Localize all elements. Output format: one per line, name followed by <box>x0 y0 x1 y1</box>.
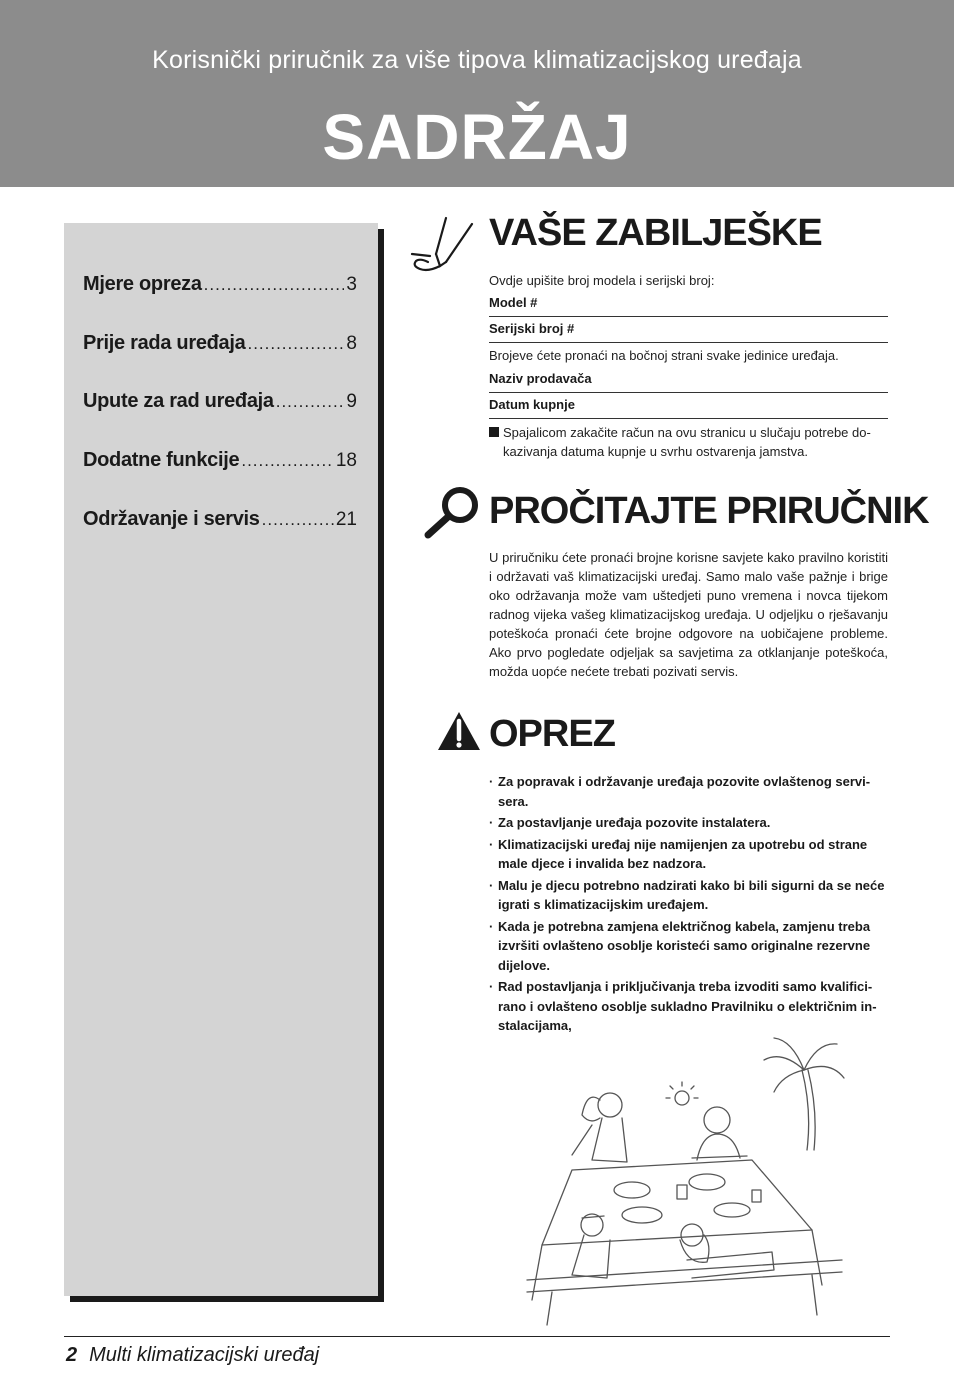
read-manual-section-title: PROČITAJTE PRIRUČNIK <box>489 490 929 532</box>
caution-item: · Malu je djecu potrebno nadzirati kako bi bili sigurni da se neće igrati s klimatizacijskim uređajem. <box>489 876 889 915</box>
footer-rule <box>64 1336 890 1337</box>
dealer-name-field[interactable] <box>489 368 888 393</box>
notes-bullet-text: Spajalicom zakačite račun na ovu stranicu u slučaju potrebe do-kazivanja datuma kupnje u svrhu ostvarenja jamstva. <box>503 425 871 459</box>
toc-item-page: 9 <box>346 391 357 412</box>
toc-item-prije-rada[interactable] <box>83 332 357 362</box>
square-bullet-icon <box>489 427 499 437</box>
caution-section-title: OPREZ <box>489 713 615 755</box>
footer <box>66 1344 319 1367</box>
toc-item-page: 21 <box>335 509 357 530</box>
caution-item: · Rad postavljanja i priključivanja treba izvoditi samo kvalifici-rano i ovlašteno osoblje sukladno Pravilniku o električnim in-stalacijama, <box>489 977 889 1036</box>
page-title: SADRŽAJ <box>322 101 632 173</box>
purchase-date-label: Datum kupnje <box>489 397 575 412</box>
caution-list <box>489 772 889 1038</box>
toc-item-page: 8 <box>346 333 357 354</box>
toc-item-label: Mjere opreza <box>83 273 202 295</box>
caution-item: · Klimatizacijski uređaj nije namijenjen za upotrebu od strane male djece i invalida bez nadzora. <box>489 835 889 874</box>
toc-item-page: 18 <box>335 450 357 471</box>
header-banner <box>0 0 954 187</box>
purchase-date-field[interactable] <box>489 394 888 419</box>
model-number-field[interactable] <box>489 292 888 317</box>
toc-leader-dots <box>241 451 334 471</box>
notes-bullet <box>489 423 889 461</box>
serial-number-field[interactable] <box>489 318 888 343</box>
magnifier-icon <box>422 485 484 541</box>
toc-leader-dots <box>276 392 345 412</box>
toc-leader-dots <box>204 275 345 295</box>
pen-icon <box>406 214 478 278</box>
caution-item: · Za popravak i održavanje uređaja pozovite ovlaštenog servi-sera. <box>489 772 889 811</box>
dealer-name-label: Naziv prodavača <box>489 371 592 386</box>
warning-icon <box>436 710 482 752</box>
toc-item-mjere-opreza[interactable] <box>83 273 357 303</box>
toc-item-odrzavanje[interactable] <box>83 508 357 538</box>
toc-item-label: Dodatne funkcije <box>83 449 240 471</box>
toc-item-dodatne-funkcije[interactable] <box>83 449 357 479</box>
notes-info: Brojeve ćete pronaći na bočnoj strani svake jedinice uređaja. <box>489 348 839 363</box>
toc-item-label: Prije rada uređaja <box>83 332 246 354</box>
manual-subtitle: Korisnički priručnik za više tipova klimatizacijskog uređaja <box>152 46 802 74</box>
model-number-label: Model # <box>489 295 538 310</box>
serial-number-label: Serijski broj # <box>489 321 575 336</box>
toc-leader-dots <box>262 510 334 530</box>
page-number: 2 <box>66 1344 78 1366</box>
caution-item: · Za postavljanje uređaja pozovite instalatera. <box>489 813 889 833</box>
toc-item-upute-za-rad[interactable] <box>83 390 357 420</box>
toc-item-label: Upute za rad uređaja <box>83 390 274 412</box>
caution-item: · Kada je potrebna zamjena električnog kabela, zamjenu treba izvršiti ovlašteno osoblje koristeći samo originalne rezervne dijelove. <box>489 917 889 976</box>
read-manual-body: U priručniku ćete pronaći brojne korisne savjete kako pravilno koristiti i održavati vaš klimatizacijski uređaj. Samo malo vaše pažnje i brige oko održavanja može vam uštedjeti puno vremena i novca tijekom radnog vijeka vašeg klimatizacijskog uređaja. U odjeljku o rješavanju poteškoća pronaći ćete brojne odgovore na uobičajene probleme. Ako prvo pogledate odjeljak sa savjetima za otklanjanje poteškoća, možda uopće nećete trebati pozivati servis. <box>489 550 888 679</box>
toc-panel <box>64 223 378 1296</box>
footer-text: Multi klimatizacijski uređaj <box>89 1344 320 1366</box>
toc-item-label: Održavanje i servis <box>83 508 260 530</box>
notes-intro: Ovdje upišite broj modela i serijski broj: <box>489 273 715 288</box>
notes-section-title: VAŠE ZABILJEŠKE <box>489 212 822 254</box>
toc-item-page: 3 <box>346 274 357 295</box>
toc-leader-dots <box>247 334 344 354</box>
picnic-illustration <box>512 1030 852 1330</box>
